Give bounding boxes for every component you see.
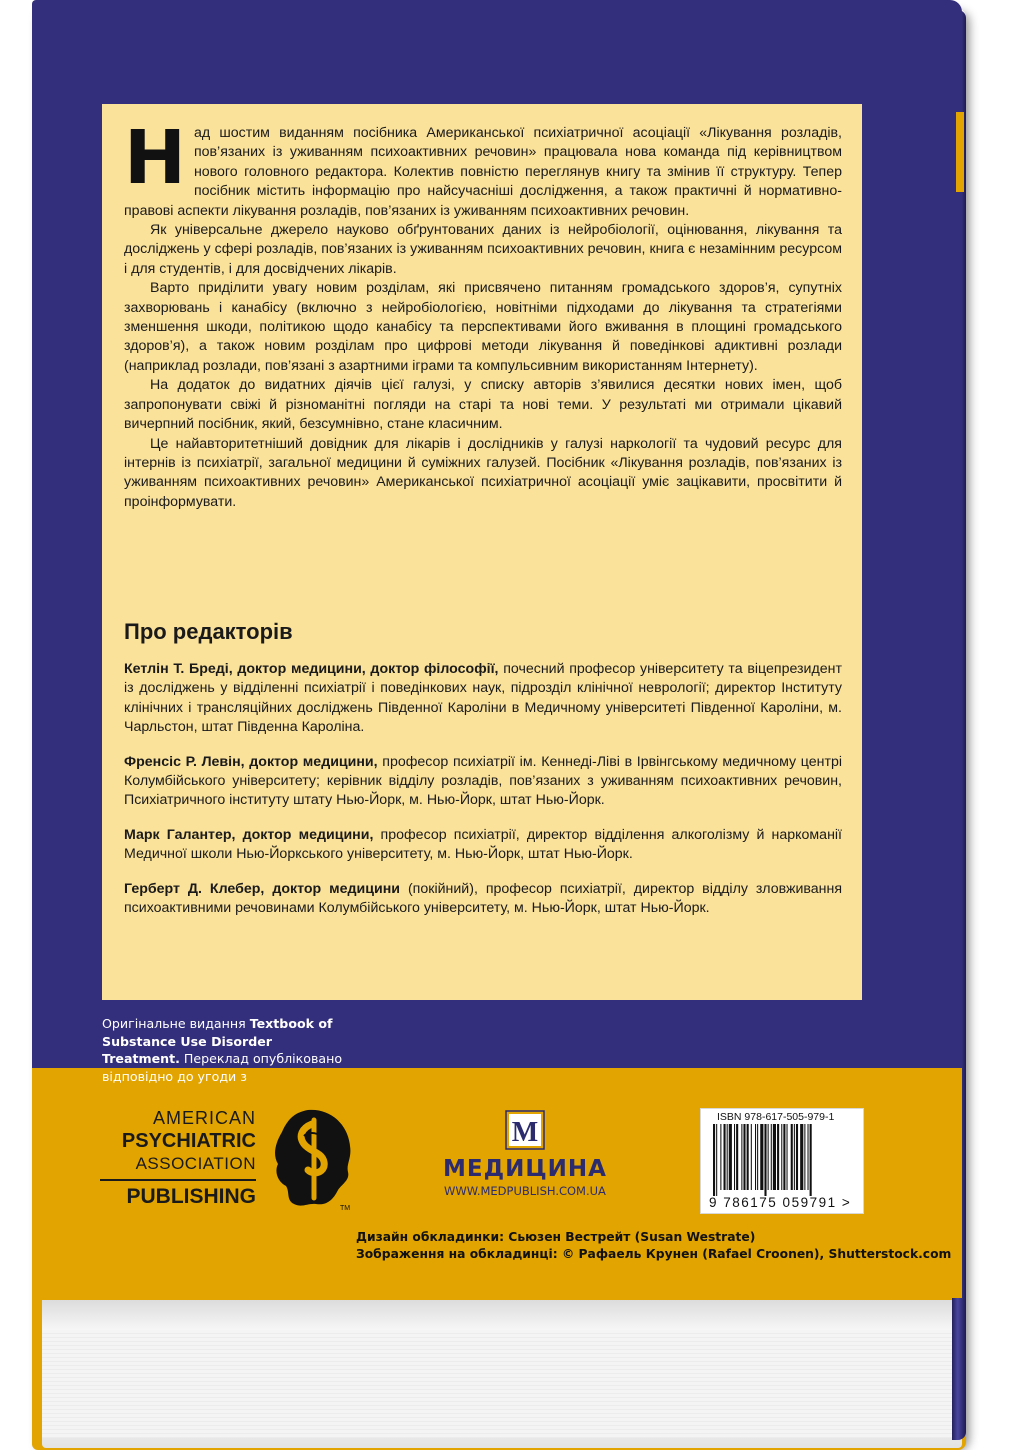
barcode-bar [757,1124,758,1190]
book-page-block [42,1300,962,1448]
original-edition-prefix: Оригінальне видання [102,1016,250,1031]
barcode-bar [783,1124,785,1190]
apa-logo-line-2: PSYCHIATRIC [121,1130,256,1152]
apa-profile-symbol-icon [268,1106,358,1217]
barcode-bar [773,1124,776,1190]
apa-logo-line-3: ASSOCIATION [135,1154,256,1173]
barcode-bar [771,1124,772,1190]
editor-entry [124,826,842,865]
barcode-bar [768,1124,769,1190]
barcode-bar [804,1124,805,1190]
original-edition-note [102,1015,348,1085]
barcode-bar [794,1124,795,1190]
barcode-bar [743,1124,745,1190]
publisher-website: WWW.MEDPUBLISH.COM.UA [444,1184,606,1198]
barcode-bar [724,1124,726,1190]
medicine-monogram-icon [505,1110,545,1150]
isbn-barcode [700,1108,864,1214]
medicine-monogram: M [511,1117,539,1148]
editor-entry [124,753,842,811]
editor-entry [124,660,842,738]
barcode-bar [800,1124,803,1190]
editors-list [124,660,842,933]
barcode-bar [741,1124,742,1190]
cover-credits [356,1229,951,1263]
barcode-bar [734,1124,735,1190]
apa-logo-line-1: AMERICAN [152,1108,256,1128]
editor-bio: професор психіатрії ім. Кеннеді-Ліві в Ірвінгському медичному центрі Колумбійського університету; керівник відділу розладів, пов’язаних з уживанням психоактивних речовин, Психіатричного інституту штату Нью-Йорк, м. Нью-Йорк, штат Нью-Йорк. [124,753,842,809]
publisher-name: МЕДИЦИНА [443,1156,607,1182]
drop-cap: Н [124,115,186,201]
medicine-publisher-logo [430,1110,620,1210]
barcode-bar [810,1124,812,1196]
editor-entry [124,880,842,919]
barcode-bar [791,1124,793,1190]
editor-name: Кетлін Т. Бреді, доктор медицини, доктор філософії, [124,661,499,677]
editor-bio: (покійний), професор психіатрії, директор відділу зловживання психоактивними речовинами Колумбійського університету, м. Нью-Йорк, штат Нью-Йорк. [124,880,842,917]
barcode-bar [808,1124,809,1190]
intro-paragraph-1: ад шостим виданням посібника Американської психіатричної асоціації «Лікування розладів, пов’язаних із уживанням психоактивних речовин» працювала нова команда під керівництвом нового головного редактора. Колектив повністю переглянув книгу та змінив її структуру. Тепер посібник містить інформацію про найсучасніші дослідження, а також практичні й нормативно-правові аспекти лікування розладів, пов’язаних із уживанням психоактивних речовин. [124,125,842,219]
barcode-bar [796,1124,798,1190]
intro-paragraph-2: Як універсальне джерело науково обґрунтованих даних із нейробіології, оцінювання, лікування та досліджень у сфері розладів, пов’язаних із уживанням психоактивних речовин, книга є незамінним ресурсом і для студентів, і для досвідчених лікарів. [124,222,842,277]
apa-logo-line-4: PUBLISHING [126,1185,256,1208]
barcode-bar [713,1124,715,1196]
intro-paragraph-5: Це найавторитетніший довідник для лікарів і дослідників у галузі наркології та чудовий ресурс для інтернів із психіатрії, загальної медицини й суміжних галузей. Посібник «Лікування розладів, пов’язаних із уживанням психоактивних речовин» Американської психіатричної асоціації уміє зацікавити, просвітити й проінформувати. [124,435,842,510]
spine-tab [956,112,964,192]
barcode-bar [777,1124,779,1190]
barcode-bars [713,1124,853,1196]
intro-paragraph-3: Варто приділити увагу новим розділам, які присвячено питанням громадського здоров’я, супутніх захворювань і канабісу (включно з нейробіологією, новітніми підходами до лікування та стратегіями зменшення шкоди, політикою щодо канабісу та перспективами його вживання в площині громадського здоров’я), а також новим розділам про цифрові методи лікування й поведінкові адиктивні розлади (наприклад розлади, пов’язані з азартними іграми та компульсивним використанням Інтернету). [124,280,842,374]
apa-trademark: TM [340,1205,351,1212]
intro-paragraph-4: На додаток до видатних діячів цієї галузі, у списку авторів з’явилися десятки нових імен, щоб запропонувати свіжі й різноманітні погляди на старі та нові теми. У результаті ми отримали цікавий вичерпний посібник, який, безсумнівно, стане класичним. [124,377,842,433]
original-edition-title: Textbook of Substance Use Disorder Treatment. [102,1016,333,1066]
barcode-bar [764,1124,766,1196]
cover-design-credit: Дизайн обкладинки: Сьюзен Вестрейт (Susan Westrate) [356,1230,756,1244]
barcode-bar [729,1124,732,1190]
barcode-bar [787,1124,788,1190]
barcode-bar [736,1124,738,1190]
page-edges [42,1330,962,1438]
cover-image-credit: Зображення на обкладинці: © Рафаель Крунен (Rafael Croonen), Shutterstock.com [356,1247,952,1261]
apa-logo-rule [100,1179,256,1181]
editor-bio: професор психіатрії, директор відділення алкоголізму й наркоманії Медичної школи Нью-Йоркського університету, м. Нью-Йорк, штат Нью-Йорк. [124,826,842,863]
barcode-bar [720,1124,721,1190]
isbn-number: ISBN 978-617-505-979-1 [717,1111,835,1123]
original-edition-suffix: Переклад опубліковано відповідно до угоди з [102,1051,343,1084]
barcode-bar [727,1124,728,1190]
barcode-digits: 9 786175 059791 > [709,1195,852,1210]
editors-heading: Про редакторів [124,619,293,644]
barcode-bar [781,1124,782,1190]
barcode-bar [751,1124,752,1190]
description-text [124,115,842,512]
editor-name: Марк Галантер, доктор медицини, [124,826,374,843]
barcode-bar [760,1124,763,1190]
barcode-bar [747,1124,749,1190]
barcode-bar [716,1124,717,1196]
editor-name: Френсіс Р. Левін, доктор медицини, [124,753,378,770]
editor-bio: почесний професор університету та віцепрезидент із досліджень у відділенні психіатрії і поведінкових наук, підрозділ клінічної неврології; директор Інституту клінічних і трансляційних досліджень Південної Кароліни в Медичному університеті Південної Кароліни, м. Чарльстон, штат Південна Кароліна. [124,661,842,736]
apa-publishing-logo [96,1108,256,1212]
editor-name: Герберт Д. Клебер, доктор медицини [124,880,400,897]
description-panel [102,104,862,1000]
barcode-bar [755,1124,756,1190]
